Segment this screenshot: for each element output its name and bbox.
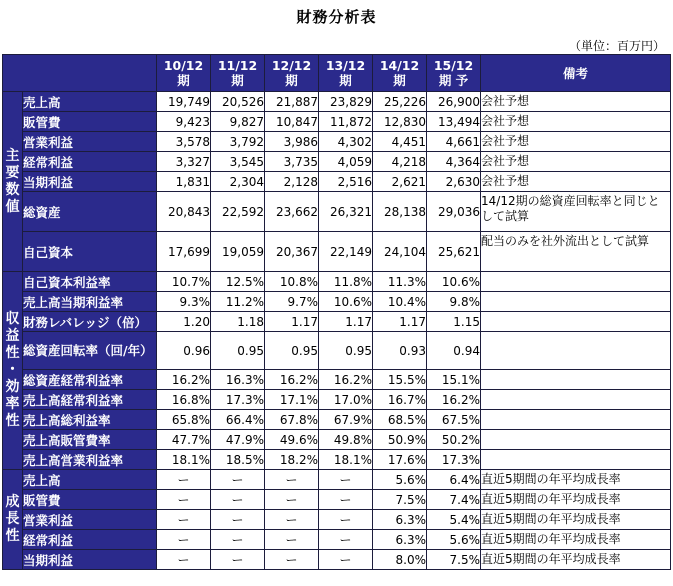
value-cell: 9.3% — [157, 292, 211, 312]
value-cell: 0.96 — [157, 332, 211, 370]
section-label-char: 成 — [5, 494, 20, 510]
value-cell: 11.3% — [373, 272, 427, 292]
value-cell: ー — [211, 510, 265, 530]
value-cell: 10.6% — [319, 292, 373, 312]
value-cell: 7.4% — [427, 490, 481, 510]
value-cell: ー — [211, 470, 265, 490]
period-header — [319, 55, 373, 92]
value-cell: 15.5% — [373, 370, 427, 390]
value-cell: 10,847 — [265, 112, 319, 132]
value-cell: 11.2% — [211, 292, 265, 312]
value-cell: 18.1% — [157, 450, 211, 470]
note-cell: 14/12期の総資産回転率と同じとして試算 — [481, 192, 671, 232]
row-label: 営業利益 — [23, 510, 157, 530]
value-cell: 28,138 — [373, 192, 427, 232]
row-label: 経常利益 — [23, 152, 157, 172]
value-cell: 19,059 — [211, 232, 265, 272]
section-label-char: 長 — [5, 511, 20, 527]
row-label: 売上高経常利益率 — [23, 390, 157, 410]
section-label-char: 性 — [5, 345, 20, 361]
table-row — [3, 92, 671, 112]
row-label: 経常利益 — [23, 530, 157, 550]
value-cell: 11,872 — [319, 112, 373, 132]
period-header — [373, 55, 427, 92]
value-cell: 66.4% — [211, 410, 265, 430]
value-cell: 67.8% — [265, 410, 319, 430]
row-label: 総資産 — [23, 192, 157, 232]
value-cell: 9,423 — [157, 112, 211, 132]
value-cell: 50.9% — [373, 430, 427, 450]
value-cell: 16.8% — [157, 390, 211, 410]
value-cell: 18.2% — [265, 450, 319, 470]
note-cell: 会社予想 — [481, 92, 671, 112]
row-label: 売上高 — [23, 470, 157, 490]
period-header-line: 11/12 — [217, 58, 258, 73]
value-cell: 17.3% — [427, 450, 481, 470]
value-cell: 16.2% — [157, 370, 211, 390]
value-cell: 25,621 — [427, 232, 481, 272]
value-cell: 22,592 — [211, 192, 265, 232]
value-cell: ー — [265, 510, 319, 530]
value-cell: ー — [211, 550, 265, 570]
value-cell: ー — [319, 530, 373, 550]
row-label: 総資産経常利益率 — [23, 370, 157, 390]
value-cell: ー — [265, 550, 319, 570]
value-cell: 10.4% — [373, 292, 427, 312]
value-cell: ー — [211, 490, 265, 510]
value-cell: 9,827 — [211, 112, 265, 132]
value-cell: 68.5% — [373, 410, 427, 430]
value-cell: 0.95 — [211, 332, 265, 370]
row-label: 総資産回転率（回/年） — [23, 332, 157, 370]
value-cell: 8.0% — [373, 550, 427, 570]
note-cell: 直近5期間の年平均成長率 — [481, 510, 671, 530]
value-cell: ー — [265, 530, 319, 550]
value-cell: 16.2% — [427, 390, 481, 410]
value-cell: 1,831 — [157, 172, 211, 192]
row-label: 売上高販管費率 — [23, 430, 157, 450]
note-cell: 直近5期間の年平均成長率 — [481, 490, 671, 510]
section-label-char: 性 — [5, 528, 20, 544]
period-header — [211, 55, 265, 92]
table-row — [3, 152, 671, 172]
value-cell: 67.5% — [427, 410, 481, 430]
row-label: 販管費 — [23, 112, 157, 132]
value-cell: 67.9% — [319, 410, 373, 430]
value-cell: 65.8% — [157, 410, 211, 430]
value-cell: 3,735 — [265, 152, 319, 172]
table-header — [3, 55, 671, 92]
value-cell: 26,321 — [319, 192, 373, 232]
section-label-char: 性 — [5, 413, 20, 429]
value-cell: 10.8% — [265, 272, 319, 292]
note-cell: 会社予想 — [481, 132, 671, 152]
table-row — [3, 470, 671, 490]
value-cell: ー — [157, 490, 211, 510]
note-cell — [481, 292, 671, 312]
value-cell: 7.5% — [373, 490, 427, 510]
section-label-char: 率 — [5, 396, 20, 412]
table-row — [3, 172, 671, 192]
note-cell — [481, 390, 671, 410]
table-row — [3, 450, 671, 470]
value-cell: 17.6% — [373, 450, 427, 470]
value-cell: ー — [319, 470, 373, 490]
value-cell: 6.4% — [427, 470, 481, 490]
value-cell: 6.3% — [373, 510, 427, 530]
value-cell: 4,302 — [319, 132, 373, 152]
value-cell: 18.5% — [211, 450, 265, 470]
value-cell: 6.3% — [373, 530, 427, 550]
table-row — [3, 312, 671, 332]
period-header-line: 14/12 — [379, 58, 420, 73]
note-cell — [481, 430, 671, 450]
financial-analysis-table — [2, 54, 671, 570]
period-header-line: 期 — [231, 73, 244, 88]
row-label: 営業利益 — [23, 132, 157, 152]
value-cell: ー — [157, 530, 211, 550]
value-cell: 0.93 — [373, 332, 427, 370]
value-cell: 1.20 — [157, 312, 211, 332]
value-cell: 16.3% — [211, 370, 265, 390]
value-cell: ー — [157, 510, 211, 530]
value-cell: 0.95 — [319, 332, 373, 370]
header-corner — [3, 55, 157, 92]
table-row — [3, 272, 671, 292]
value-cell: 1.17 — [265, 312, 319, 332]
value-cell: ー — [319, 510, 373, 530]
value-cell: 17,699 — [157, 232, 211, 272]
table-row — [3, 192, 671, 232]
header-row — [3, 55, 671, 92]
section-label-char: 主 — [5, 147, 20, 164]
period-header-line: 期 予 — [438, 73, 469, 88]
value-cell: 10.6% — [427, 272, 481, 292]
value-cell: 13,494 — [427, 112, 481, 132]
value-cell: 1.17 — [373, 312, 427, 332]
section-label — [3, 272, 23, 470]
value-cell: 0.94 — [427, 332, 481, 370]
value-cell: 3,327 — [157, 152, 211, 172]
value-cell: 3,545 — [211, 152, 265, 172]
table-row — [3, 332, 671, 370]
notes-header: 備考 — [481, 55, 671, 92]
value-cell: 9.7% — [265, 292, 319, 312]
row-label: 当期利益 — [23, 172, 157, 192]
table-row — [3, 510, 671, 530]
period-header-line: 10/12 — [163, 58, 204, 73]
period-header-line: 13/12 — [325, 58, 366, 73]
value-cell: 16.7% — [373, 390, 427, 410]
value-cell: 3,578 — [157, 132, 211, 152]
table-row — [3, 292, 671, 312]
table-title: 財務分析表 — [296, 8, 377, 26]
row-label: 財務レバレッジ（倍） — [23, 312, 157, 332]
row-label: 売上高当期利益率 — [23, 292, 157, 312]
note-cell: 会社予想 — [481, 112, 671, 132]
value-cell: 4,364 — [427, 152, 481, 172]
value-cell: 10.7% — [157, 272, 211, 292]
note-cell — [481, 312, 671, 332]
note-cell: 会社予想 — [481, 152, 671, 172]
section-label-char: 効 — [5, 379, 20, 395]
value-cell: 50.2% — [427, 430, 481, 450]
period-header — [427, 55, 481, 92]
note-cell — [481, 450, 671, 470]
table-row — [3, 490, 671, 510]
value-cell: 20,843 — [157, 192, 211, 232]
row-label: 売上高 — [23, 92, 157, 112]
period-header-line: 期 — [393, 73, 406, 88]
note-cell: 配当のみを社外流出として試算 — [481, 232, 671, 272]
row-label: 当期利益 — [23, 550, 157, 570]
value-cell: 23,662 — [265, 192, 319, 232]
value-cell: 24,104 — [373, 232, 427, 272]
table-row — [3, 370, 671, 390]
value-cell: 2,516 — [319, 172, 373, 192]
note-cell — [481, 272, 671, 292]
row-label: 売上高営業利益率 — [23, 450, 157, 470]
unit-label: （単位：百万円） — [568, 39, 665, 53]
value-cell: ー — [265, 470, 319, 490]
period-header-line: 12/12 — [271, 58, 312, 73]
section-label-char: ・ — [5, 362, 20, 378]
value-cell: 29,036 — [427, 192, 481, 232]
period-header — [265, 55, 319, 92]
value-cell: 17.3% — [211, 390, 265, 410]
section-label-char: 益 — [5, 328, 20, 344]
value-cell: 15.1% — [427, 370, 481, 390]
note-cell — [481, 332, 671, 370]
note-cell: 直近5期間の年平均成長率 — [481, 550, 671, 570]
value-cell: 1.18 — [211, 312, 265, 332]
table-body — [3, 92, 671, 570]
value-cell: 3,792 — [211, 132, 265, 152]
value-cell: ー — [157, 550, 211, 570]
section-label — [3, 92, 23, 272]
value-cell: 4,059 — [319, 152, 373, 172]
value-cell: ー — [319, 490, 373, 510]
value-cell: 9.8% — [427, 292, 481, 312]
value-cell: 2,128 — [265, 172, 319, 192]
section-label-char: 要 — [5, 164, 20, 181]
value-cell: 49.8% — [319, 430, 373, 450]
period-header-line: 15/12 — [433, 58, 474, 73]
period-header-line: 期 — [339, 73, 352, 88]
value-cell: 47.9% — [211, 430, 265, 450]
table-row — [3, 410, 671, 430]
value-cell: 47.7% — [157, 430, 211, 450]
value-cell: 5.4% — [427, 510, 481, 530]
table-row — [3, 550, 671, 570]
note-cell — [481, 410, 671, 430]
value-cell: 4,661 — [427, 132, 481, 152]
row-label: 自己資本 — [23, 232, 157, 272]
value-cell: 4,451 — [373, 132, 427, 152]
section-label-char: 値 — [5, 198, 20, 215]
section-label-char: 数 — [5, 181, 20, 198]
period-header-line: 期 — [177, 73, 190, 88]
value-cell: ー — [319, 550, 373, 570]
value-cell: 25,226 — [373, 92, 427, 112]
table-row — [3, 132, 671, 152]
value-cell: 23,829 — [319, 92, 373, 112]
value-cell: 2,304 — [211, 172, 265, 192]
value-cell: 11.8% — [319, 272, 373, 292]
value-cell: 17.1% — [265, 390, 319, 410]
value-cell: 1.15 — [427, 312, 481, 332]
value-cell: 22,149 — [319, 232, 373, 272]
table-row — [3, 232, 671, 272]
section-label-char: 収 — [5, 311, 20, 327]
value-cell: 2,630 — [427, 172, 481, 192]
value-cell: ー — [265, 490, 319, 510]
section-label — [3, 470, 23, 570]
period-header-line: 期 — [285, 73, 298, 88]
note-cell: 会社予想 — [481, 172, 671, 192]
note-cell — [481, 370, 671, 390]
value-cell: 12.5% — [211, 272, 265, 292]
value-cell: 12,830 — [373, 112, 427, 132]
value-cell: 7.5% — [427, 550, 481, 570]
table-row — [3, 530, 671, 550]
value-cell: 26,900 — [427, 92, 481, 112]
value-cell: 20,526 — [211, 92, 265, 112]
value-cell: 16.2% — [319, 370, 373, 390]
note-cell: 直近5期間の年平均成長率 — [481, 530, 671, 550]
value-cell: ー — [211, 530, 265, 550]
value-cell: 16.2% — [265, 370, 319, 390]
value-cell: 21,887 — [265, 92, 319, 112]
table-row — [3, 390, 671, 410]
value-cell: 17.0% — [319, 390, 373, 410]
value-cell: ー — [157, 470, 211, 490]
row-label: 販管費 — [23, 490, 157, 510]
note-cell: 直近5期間の年平均成長率 — [481, 470, 671, 490]
value-cell: 2,621 — [373, 172, 427, 192]
value-cell: 3,986 — [265, 132, 319, 152]
value-cell: 4,218 — [373, 152, 427, 172]
table-row — [3, 430, 671, 450]
value-cell: 20,367 — [265, 232, 319, 272]
value-cell: 1.17 — [319, 312, 373, 332]
value-cell: 19,749 — [157, 92, 211, 112]
value-cell: 0.95 — [265, 332, 319, 370]
value-cell: 5.6% — [427, 530, 481, 550]
row-label: 自己資本利益率 — [23, 272, 157, 292]
value-cell: 5.6% — [373, 470, 427, 490]
period-header — [157, 55, 211, 92]
table-row — [3, 112, 671, 132]
value-cell: 49.6% — [265, 430, 319, 450]
value-cell: 18.1% — [319, 450, 373, 470]
row-label: 売上高総利益率 — [23, 410, 157, 430]
